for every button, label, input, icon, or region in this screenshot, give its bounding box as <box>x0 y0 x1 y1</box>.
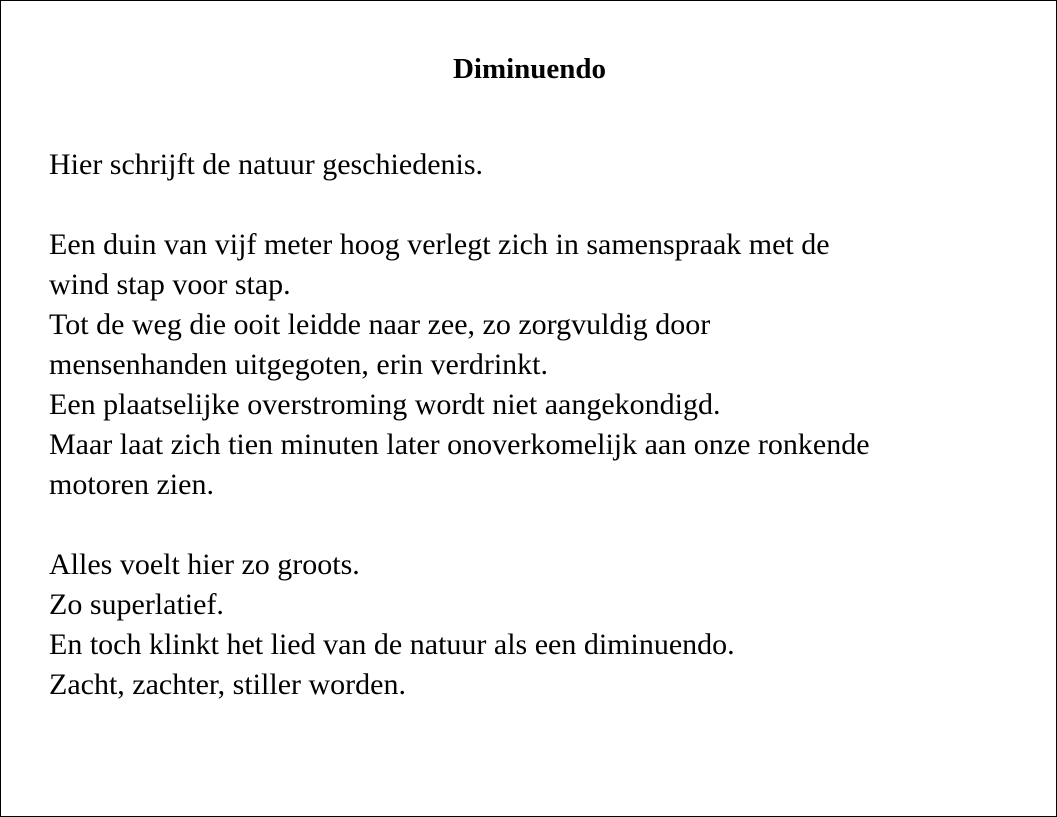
poem-line: Alles voelt hier zo groots. <box>49 548 360 581</box>
poem-line: Tot de weg die ooit leidde naar zee, zo zorgvuldig door <box>49 308 711 341</box>
poem-line: Maar laat zich tien minuten later onoverkomelijk aan onze ronkende <box>49 428 870 461</box>
poem-line: Zo superlatief. <box>49 588 224 621</box>
stanza-gap <box>49 185 1039 225</box>
stanza-2 <box>49 225 1039 505</box>
poem-line: Een plaatselijke overstroming wordt niet aangekondigd. <box>49 388 721 421</box>
poem-body <box>49 145 1039 705</box>
poem-line: Een duin van vijf meter hoog verlegt zich in samenspraak met de <box>49 228 830 261</box>
poem-line: motoren zien. <box>49 468 214 501</box>
stanza-gap <box>49 505 1039 545</box>
poem-line: Hier schrijft de natuur geschiedenis. <box>49 148 484 181</box>
poem-title: Diminuendo <box>452 53 607 85</box>
stanza-1 <box>49 145 1039 185</box>
poem-line: wind stap voor stap. <box>49 268 291 301</box>
poem-line: mensenhanden uitgegoten, erin verdrinkt. <box>49 348 549 381</box>
poem-line: Zacht, zachter, stiller worden. <box>49 668 406 701</box>
poem-line: En toch klinkt het lied van de natuur als een diminuendo. <box>49 628 735 661</box>
stanza-3 <box>49 545 1039 705</box>
